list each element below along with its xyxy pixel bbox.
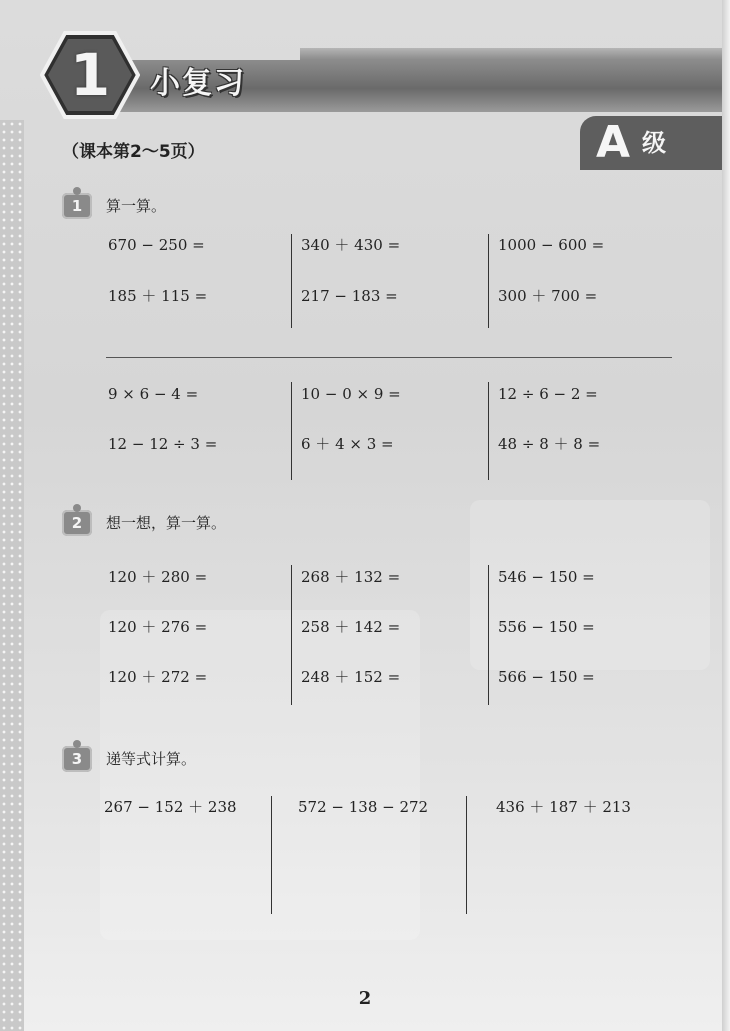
column-divider — [466, 796, 467, 914]
column-divider — [291, 565, 292, 705]
section-1-label: 算一算。 — [106, 197, 167, 215]
expression: 300 ＋ 700 = — [498, 287, 598, 305]
column-divider — [488, 382, 489, 480]
expression: 12 − 12 ÷ 3 = — [108, 435, 218, 453]
expression: 556 − 150 = — [498, 618, 595, 636]
expression: 268 ＋ 132 = — [301, 568, 401, 586]
expression: 9 × 6 − 4 = — [108, 385, 199, 403]
section-2-badge: 2 — [62, 510, 92, 536]
expression: 48 ÷ 8 ＋ 8 = — [498, 435, 601, 453]
expression: 185 ＋ 115 = — [108, 287, 208, 305]
column-divider — [291, 234, 292, 328]
block-divider — [106, 357, 672, 358]
unit-number: 1 — [69, 41, 111, 109]
background-faded-illustration — [100, 610, 420, 940]
section-3-badge: 3 — [62, 746, 92, 772]
page-edge — [722, 0, 730, 1031]
level-word: 级 — [642, 129, 666, 157]
expression: 670 − 250 = — [108, 236, 205, 254]
section-2-label: 想一想，算一算。 — [106, 514, 227, 532]
column-divider — [271, 796, 272, 914]
expression: 12 ÷ 6 − 2 = — [498, 385, 598, 403]
expression: 267 − 152 ＋ 238 — [104, 798, 237, 816]
expression: 217 − 183 = — [301, 287, 398, 305]
expression: 120 ＋ 272 = — [108, 668, 208, 686]
expression: 120 ＋ 280 = — [108, 568, 208, 586]
level-letter: A — [596, 117, 631, 168]
column-divider — [488, 234, 489, 328]
dotted-margin-strip — [0, 120, 24, 1031]
expression: 340 ＋ 430 = — [301, 236, 401, 254]
expression: 6 ＋ 4 × 3 = — [301, 435, 394, 453]
page-title: 小复习 — [150, 66, 246, 101]
banner-stripe — [300, 48, 722, 60]
page-number: 2 — [358, 988, 372, 1009]
expression: 258 ＋ 142 = — [301, 618, 401, 636]
expression: 1000 − 600 = — [498, 236, 605, 254]
column-divider — [291, 382, 292, 480]
expression: 120 ＋ 276 = — [108, 618, 208, 636]
column-divider — [488, 565, 489, 705]
textbook-page-reference: （课本第2～5页） — [62, 142, 205, 162]
expression: 248 ＋ 152 = — [301, 668, 401, 686]
expression: 572 − 138 − 272 — [298, 798, 429, 816]
expression: 546 − 150 = — [498, 568, 595, 586]
expression: 436 ＋ 187 ＋ 213 — [496, 798, 631, 816]
section-3-label: 递等式计算。 — [106, 750, 197, 768]
section-1-badge: 1 — [62, 193, 92, 219]
expression: 566 − 150 = — [498, 668, 595, 686]
expression: 10 − 0 × 9 = — [301, 385, 401, 403]
